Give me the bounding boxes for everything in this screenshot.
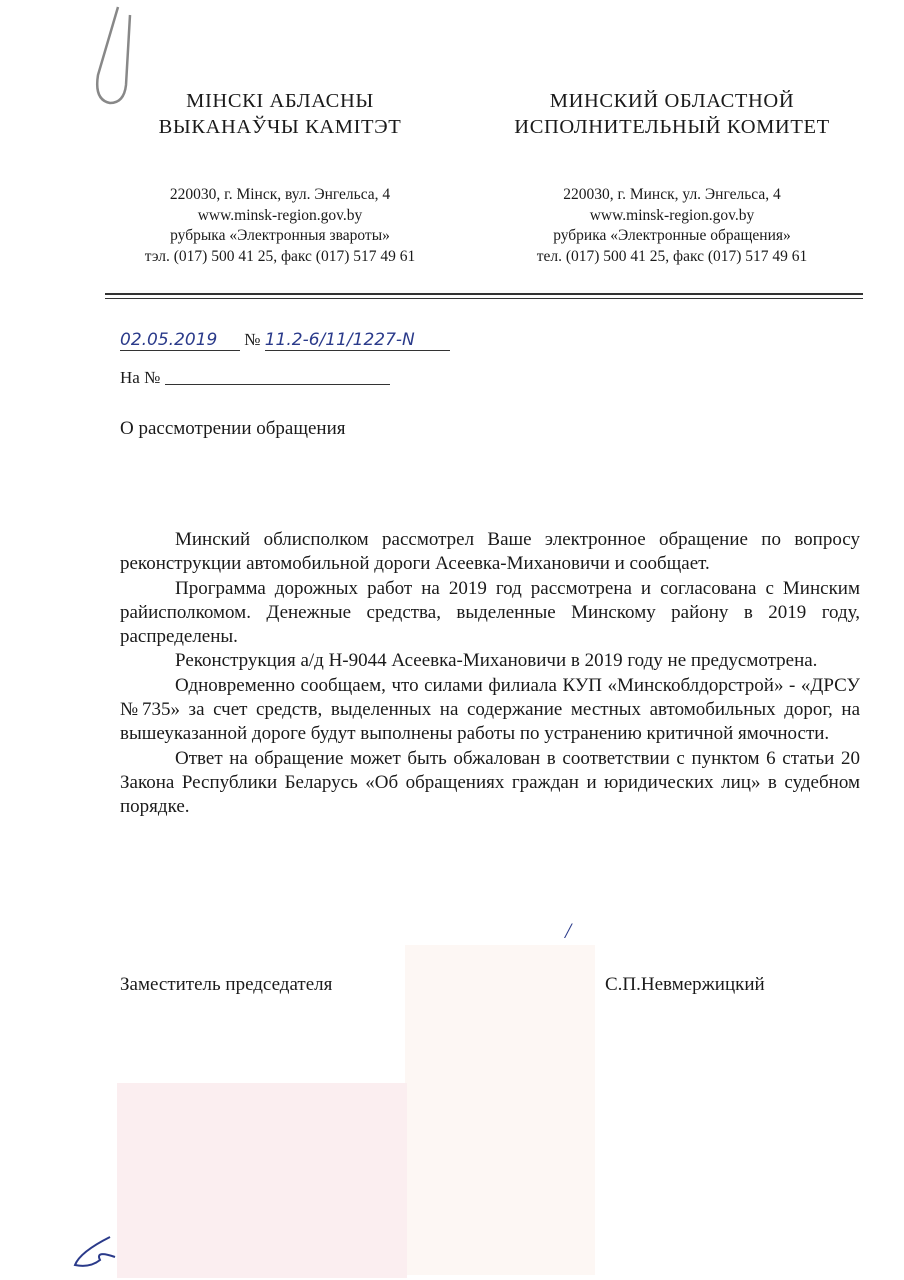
org-website: www.minsk-region.gov.by: [589, 206, 755, 224]
letter-body: [120, 528, 860, 820]
body-paragraph: Программа дорожных работ на 2019 год рассмотрена и согласована с Минским райисполкомом. Денежные средства, выделенные Минскому району в 2019 году, распределены.: [120, 577, 860, 648]
initials-mark: [70, 1232, 120, 1277]
org-phone: тел. (017) 500 41 25, факс (017) 517 49 61: [536, 247, 808, 265]
body-paragraph: Минский облисполком рассмотрел Ваше электронное обращение по вопросу реконструкции автомобильной дороги Асеевка-Михановичи и сообщает.: [120, 529, 860, 575]
org-address: 220030, г. Минск, ул. Энгельса, 4: [563, 186, 781, 203]
org-title-line2: ИСПОЛНИТЕЛЬНЫЙ КОМИТЕТ: [514, 116, 830, 138]
stamp-area: [405, 945, 595, 1275]
header-divider: [105, 293, 863, 295]
signatory-name: С.П.Невмержицкий: [605, 974, 765, 995]
reply-to-label: На №: [120, 368, 161, 387]
signatory-position: Заместитель председателя: [120, 974, 333, 995]
number-sign: №: [244, 330, 261, 349]
registration-number: 11.2-6/11/1227-N: [265, 330, 450, 351]
reply-to-line: [120, 368, 390, 388]
body-paragraph: Ответ на обращение может быть обжалован в соответствии с пунктом 6 статьи 20 Закона Республики Беларусь «Об обращениях граждан и юридических лиц» в судебном порядке.: [120, 747, 860, 818]
header-belarusian: [80, 88, 480, 267]
org-rubric: рубрика «Электронные обращения»: [553, 227, 791, 245]
signature-mark: /: [565, 918, 572, 943]
org-title-line2: ВЫКАНАЎЧЫ КАМІТЭТ: [158, 116, 402, 138]
reply-to-blank: [165, 384, 390, 385]
registration-line: [120, 330, 450, 351]
org-phone: тэл. (017) 500 41 25, факс (017) 517 49 61: [144, 247, 416, 265]
org-title-line1: МІНСКІ АБЛАСНЫ: [186, 90, 374, 112]
header-divider: [105, 298, 863, 299]
body-paragraph: Одновременно сообщаем, что силами филиала КУП «Минскоблдорстрой» - «ДРСУ №735» за счет средств, выделенных на содержание местных автомобильных дорог, на вышеуказанной дороге будут выполнены работы по устранению критичной ямочности.: [120, 674, 860, 745]
org-address: 220030, г. Мінск, вул. Энгельса, 4: [169, 186, 391, 203]
org-title-line1: МИНСКИЙ ОБЛАСТНОЙ: [549, 90, 795, 112]
body-paragraph: Реконструкция а/д Н-9044 Асеевка-Михановичи в 2019 году не предусмотрена.: [175, 650, 818, 672]
registration-date: 02.05.2019: [120, 330, 240, 351]
subject: О рассмотрении обращения: [120, 418, 346, 439]
registration-stamp: [117, 1083, 407, 1278]
org-website: www.minsk-region.gov.by: [197, 206, 363, 224]
org-rubric: рубрыка «Электронныя звароты»: [170, 227, 390, 245]
header-russian: [472, 88, 872, 267]
